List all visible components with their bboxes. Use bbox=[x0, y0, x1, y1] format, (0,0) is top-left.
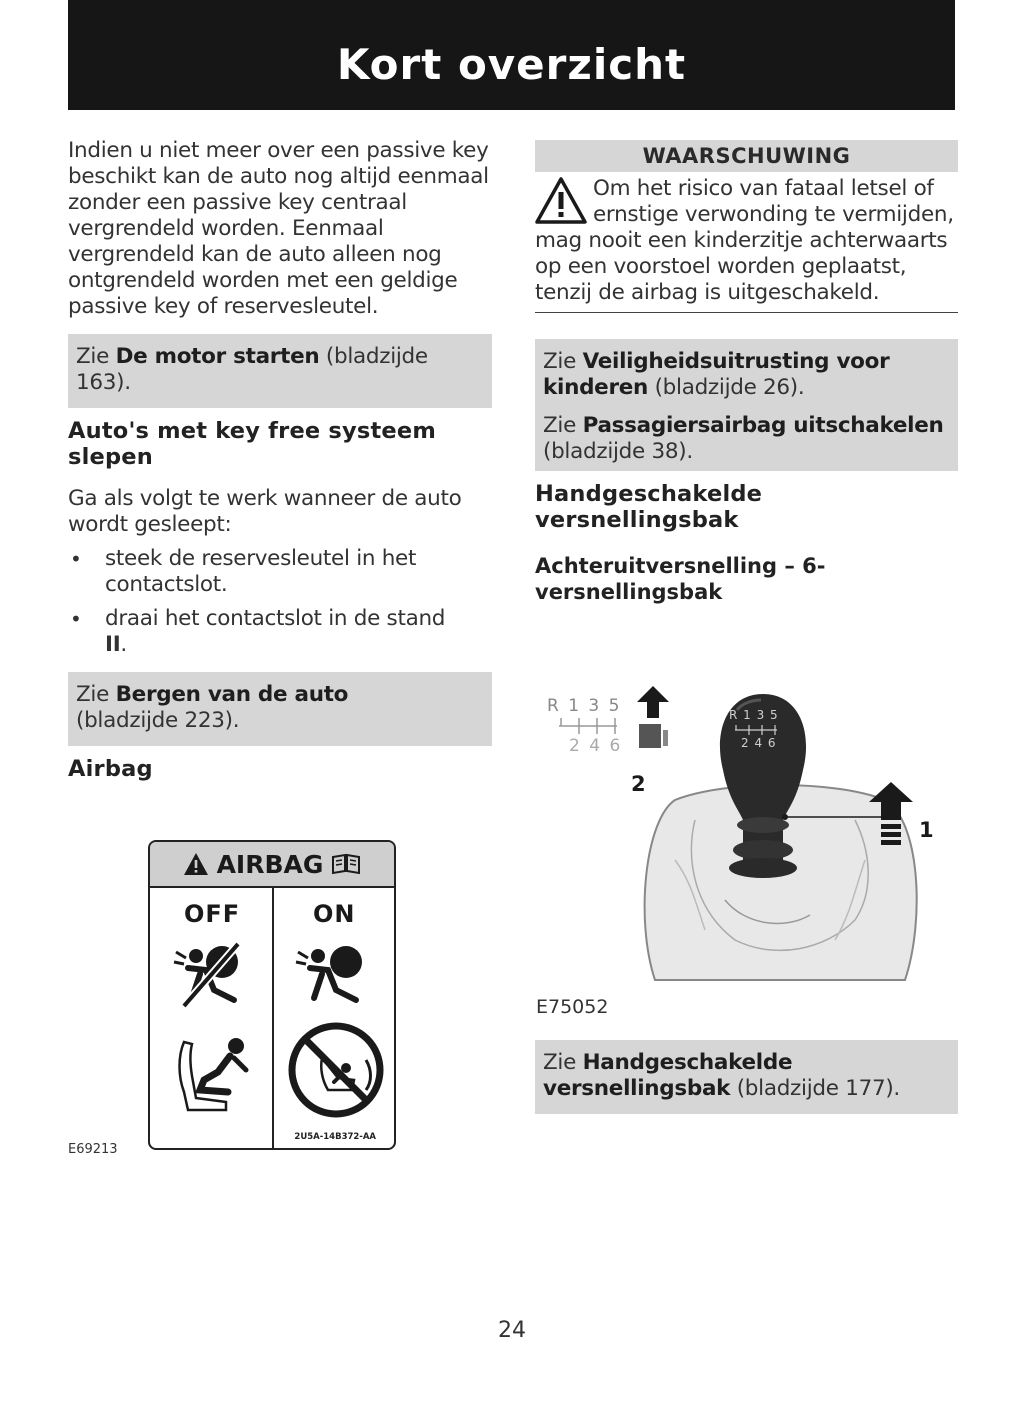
list-item bbox=[68, 546, 492, 598]
warning-divider bbox=[535, 312, 958, 313]
airbag-label-title: AIRBAG bbox=[216, 849, 324, 879]
step-text: draai het contactslot in de stand bbox=[105, 606, 446, 631]
ref-page: (bladzijde 38). bbox=[543, 439, 693, 464]
airbag-figure-code: E69213 bbox=[68, 1142, 118, 1157]
manual-book-icon bbox=[331, 853, 361, 875]
ref-link-bergen[interactable]: Bergen van de auto bbox=[115, 682, 349, 707]
reference-bergen[interactable] bbox=[68, 672, 492, 746]
ref-page: (bladzijde 163). bbox=[76, 344, 428, 395]
reference-motor-starten[interactable] bbox=[68, 334, 492, 408]
ref-link-passagiersairbag[interactable]: Passagiersairbag uitschakelen bbox=[582, 413, 944, 438]
step-text: steek de reservesleutel in het contactslot. bbox=[105, 546, 417, 597]
ref-prefix: Zie bbox=[543, 413, 583, 438]
airbag-on-icon bbox=[292, 940, 372, 1010]
knob-pattern-grid bbox=[733, 724, 779, 736]
airbag-off-icon bbox=[170, 940, 250, 1010]
slepen-steps bbox=[68, 546, 492, 658]
page-title: Kort overzicht bbox=[336, 39, 687, 89]
rear-facing-seat-prohibited-icon bbox=[286, 1020, 386, 1120]
warning-text: Om het risico van fataal letsel of ernstige verwonding te vermijden, mag nooit een kinderzitje achterwaarts op een voorstoel worden geplaatst, tenzij de airbag is uitgeschakeld. bbox=[535, 176, 954, 305]
ref-prefix: Zie bbox=[76, 682, 116, 707]
step-end: . bbox=[120, 632, 127, 657]
airbag-warning-label bbox=[148, 840, 396, 1150]
label-divider bbox=[272, 888, 274, 1148]
stand-value: II bbox=[105, 632, 121, 657]
ref-page: (bladzijde 26). bbox=[648, 375, 805, 400]
callout-2: 2 bbox=[631, 772, 646, 796]
list-item bbox=[68, 606, 492, 658]
heading-airbag: Airbag bbox=[68, 756, 153, 782]
ref-link-handgeschakelde[interactable]: Handgeschakelde versnellingsbak bbox=[543, 1050, 793, 1101]
shift-pattern-bottom: 2 4 6 bbox=[569, 736, 623, 756]
right-column bbox=[535, 140, 958, 605]
ref-link-motor-starten[interactable]: De motor starten bbox=[115, 344, 320, 369]
warning-title: WAARSCHUWING bbox=[535, 140, 958, 172]
heading-achteruitversnelling: Achteruitversnelling – 6-versnellingsbak bbox=[535, 554, 826, 604]
warning-box bbox=[535, 172, 958, 306]
airbag-label-header bbox=[150, 842, 394, 888]
intro-paragraph: Indien u niet meer over een passive key beschikt kan de auto nog altijd eenmaal zonder een passive key centraal vergrendeld worden. Eenmaal vergrendeld kan de auto alleen nog ontgrendeld worden met een geldige passive key of reservesleutel. bbox=[68, 138, 489, 319]
lift-arrow-icon bbox=[867, 780, 917, 850]
reference-handgeschakelde[interactable] bbox=[535, 1040, 958, 1114]
slepen-intro: Ga als volgt te werk wanneer de auto wordt gesleept: bbox=[68, 486, 462, 537]
ref-page: (bladzijde 177). bbox=[730, 1076, 900, 1101]
airbag-label-part-code: 2U5A-14B372-AA bbox=[294, 1132, 376, 1142]
airbag-label-body bbox=[150, 888, 394, 1148]
ref-prefix: Zie bbox=[76, 344, 116, 369]
knob-pattern-bottom: 2 4 6 bbox=[741, 736, 777, 750]
ref-prefix: Zie bbox=[543, 1050, 583, 1075]
forward-child-seat-icon bbox=[170, 1036, 256, 1116]
gear-shift-figure bbox=[535, 680, 955, 1000]
knob-pattern-top: R 1 3 5 bbox=[729, 708, 779, 722]
page-header bbox=[68, 0, 955, 110]
ref-page: (bladzijde 223). bbox=[76, 708, 240, 733]
heading-handgeschakelde: Handgeschakelde versnellingsbak bbox=[535, 481, 763, 533]
warning-triangle-icon bbox=[535, 176, 587, 226]
ref-link-veiligheidsuitrusting[interactable]: Veiligheidsuitrusting voor kinderen bbox=[543, 349, 890, 400]
shift-pattern-grid bbox=[555, 716, 621, 736]
heading-slepen: Auto's met key free systeem slepen bbox=[68, 418, 436, 470]
gear-figure-code: E75052 bbox=[536, 996, 609, 1018]
reference-kinderen[interactable] bbox=[535, 339, 958, 471]
airbag-on-label: ON bbox=[313, 900, 356, 928]
warning-triangle-icon bbox=[183, 852, 209, 876]
page-number: 24 bbox=[498, 1318, 526, 1343]
left-column bbox=[68, 138, 492, 782]
ref-prefix: Zie bbox=[543, 349, 583, 374]
shift-pattern-top: R 1 3 5 bbox=[547, 696, 622, 716]
airbag-off-label: OFF bbox=[184, 900, 241, 928]
callout-1: 1 bbox=[919, 818, 934, 842]
